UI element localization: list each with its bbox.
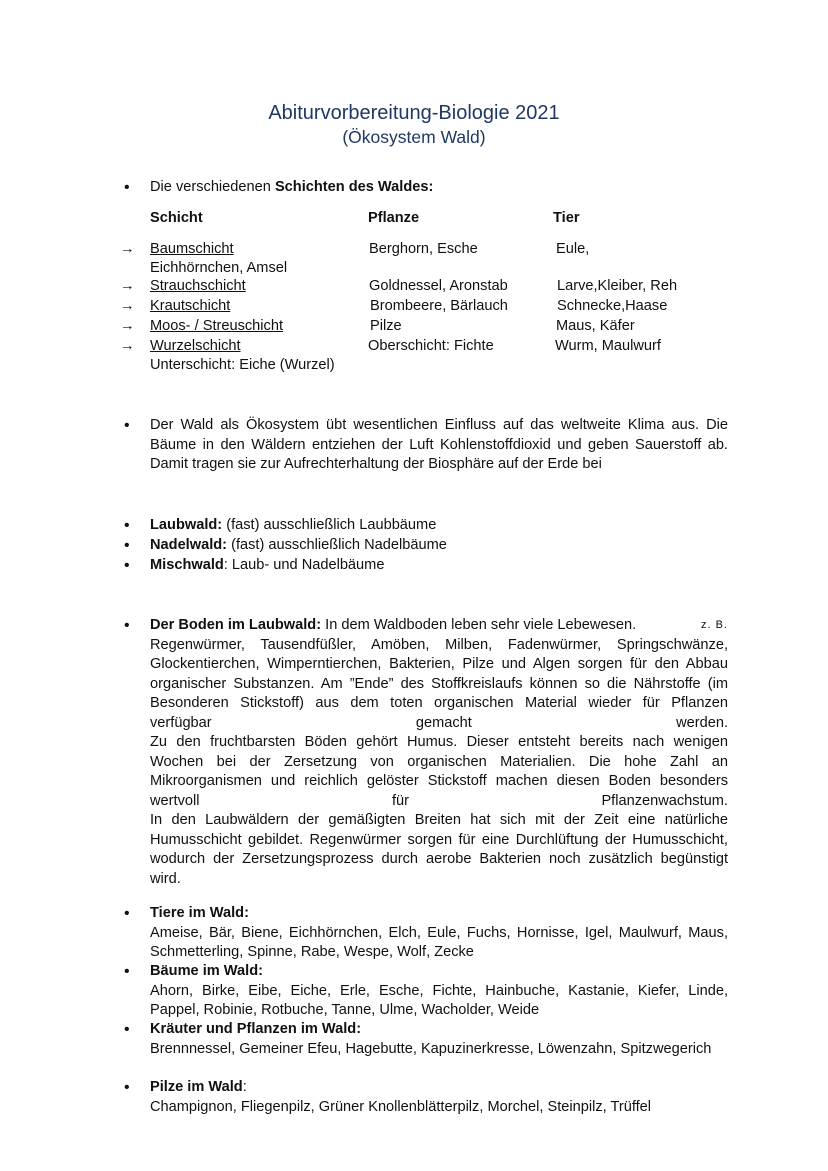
layer-plant: Brombeere, Bärlauch bbox=[370, 298, 508, 314]
forest-type-term: Laubwald: bbox=[150, 517, 223, 533]
bullet-icon bbox=[124, 616, 134, 637]
word: werden. bbox=[676, 714, 728, 731]
soil-paragraph-1-end bbox=[150, 714, 728, 734]
bullet-icon bbox=[124, 1020, 134, 1041]
word: gemacht bbox=[415, 714, 472, 731]
bullet-icon bbox=[124, 536, 134, 557]
arrow-icon: → bbox=[120, 241, 135, 257]
title-line-2: (Ökosystem Wald) bbox=[342, 127, 486, 147]
layer-continuation: Unterschicht: Eiche (Wurzel) bbox=[150, 357, 335, 373]
soil-intro: In dem Waldboden leben sehr viele Lebewesen. bbox=[321, 617, 637, 633]
list-item bbox=[150, 516, 728, 536]
forest-type-text: (fast) ausschließlich Nadelbäume bbox=[227, 537, 447, 553]
animals-list bbox=[150, 904, 728, 963]
arrow-icon: → bbox=[120, 278, 135, 294]
forest-type-term: Mischwald bbox=[150, 557, 224, 573]
layer-name: Krautschicht bbox=[150, 298, 231, 314]
bullet-icon bbox=[124, 962, 134, 983]
trees-list bbox=[150, 962, 728, 1021]
layer-animal: Larve,Kleiber, Reh bbox=[557, 278, 678, 294]
layer-plant: Goldnessel, Aronstab bbox=[369, 278, 508, 294]
soil-heading: Der Boden im Laubwald: bbox=[150, 617, 322, 633]
fungi-list bbox=[150, 1078, 728, 1117]
layer-name: Baumschicht bbox=[150, 241, 234, 257]
layer-continuation: Eichhörnchen, Amsel bbox=[150, 260, 288, 276]
layer-animal: Maus, Käfer bbox=[556, 318, 635, 334]
forest-type-term: Nadelwald: bbox=[150, 537, 228, 553]
layer-plant: Pilze bbox=[370, 318, 402, 334]
soil-paragraph-2: Zu den fruchtbarsten Böden gehört Humus. Dieser entsteht bereits nach wenigen Wochen bei der Zersetzung von organischen Materialien. Die hohe Zahl an Mikroorganismen und reichlich gelöster Stickstoff machen diesen Boden besonders bbox=[150, 734, 728, 789]
forest-type-text: : Laub- und Nadelbäume bbox=[223, 557, 385, 573]
arrow-icon: → bbox=[120, 318, 135, 334]
layer-animal: Schnecke,Haase bbox=[557, 298, 668, 314]
word: für bbox=[391, 792, 409, 809]
layers-intro-text: Die verschiedenen bbox=[150, 179, 275, 195]
bullet-icon bbox=[124, 516, 134, 537]
bullet-icon bbox=[124, 1078, 134, 1099]
fungi-colon: : bbox=[242, 1079, 247, 1095]
soil-paragraph-2-end bbox=[150, 792, 728, 812]
layers-intro-bold: Schichten des Waldes: bbox=[274, 179, 434, 195]
forest-type-text: (fast) ausschließlich Laubbäume bbox=[222, 517, 437, 533]
layer-plant: Oberschicht: Fichte bbox=[368, 338, 494, 354]
soil-heading-line bbox=[150, 616, 728, 636]
bullet-icon bbox=[124, 416, 134, 437]
bullet-icon bbox=[124, 178, 134, 199]
header-animal: Tier bbox=[553, 210, 580, 226]
animals-heading: Tiere im Wald: bbox=[150, 905, 249, 921]
soil-section bbox=[150, 616, 728, 889]
climate-paragraph: Der Wald als Ökosystem übt wesentlichen Einfluss auf das weltweite Klima aus. Die Bäume in den Wäldern entziehen der Luft Kohlenstoffdioxid und geben Sauerstoff ab. Damit tragen sie zur Aufrechterhaltung der Biosphäre auf der Erde bei bbox=[150, 417, 728, 472]
list-item bbox=[150, 556, 728, 576]
herbs-list bbox=[150, 1020, 728, 1059]
arrow-icon: → bbox=[120, 338, 135, 354]
soil-paragraph-3: In den Laubwäldern der gemäßigten Breiten hat sich mit der Zeit eine natürliche Humusschicht gebildet. Regenwürmer sorgen für eine Durchlüftung der Humusschicht, wodurch der Zersetzungsprozess durch aerobe Bakterien noch zusätzlich begünstigt wird. bbox=[150, 812, 728, 887]
word: Pflanzenwachstum. bbox=[601, 792, 728, 809]
header-layer: Schicht bbox=[150, 210, 203, 226]
arrow-icon: → bbox=[120, 298, 135, 314]
trees-heading: Bäume im Wald: bbox=[150, 963, 263, 979]
list-item bbox=[150, 536, 728, 556]
trees-text: Ahorn, Birke, Eibe, Eiche, Erle, Esche, Fichte, Hainbuche, Kastanie, Kiefer, Linde, Pappel, Robinie, Rotbuche, Tanne, Ulme, Wacholder, Weide bbox=[150, 982, 728, 1018]
layer-name: Moos- / Streuschicht bbox=[150, 318, 284, 334]
word: verfügbar bbox=[150, 714, 212, 731]
layer-name: Wurzelschicht bbox=[150, 338, 241, 354]
fungi-text: Champignon, Fliegenpilz, Grüner Knollenblätterpilz, Morchel, Steinpilz, Trüffel bbox=[150, 1098, 652, 1115]
soil-zb: z. B. bbox=[700, 619, 728, 631]
word: wertvoll bbox=[150, 792, 200, 809]
layers-intro bbox=[150, 178, 728, 198]
layer-name: Strauchschicht bbox=[150, 278, 246, 294]
bullet-icon bbox=[124, 556, 134, 577]
layer-plant: Berghorn, Esche bbox=[369, 241, 478, 257]
document-title bbox=[0, 100, 828, 148]
title-line-1: Abiturvorbereitung-Biologie 2021 bbox=[268, 102, 560, 124]
herbs-heading: Kräuter und Pflanzen im Wald: bbox=[150, 1021, 362, 1037]
header-plant: Pflanze bbox=[368, 210, 420, 226]
layer-animal: Eule, bbox=[556, 241, 590, 257]
fungi-heading: Pilze im Wald bbox=[150, 1079, 243, 1095]
animals-text: Ameise, Bär, Biene, Eichhörnchen, Elch, Eule, Fuchs, Hornisse, Igel, Maulwurf, Maus, Schmetterling, Spinne, Rabe, Wespe, Wolf, Zecke bbox=[150, 924, 728, 960]
layer-animal: Wurm, Maulwurf bbox=[555, 338, 661, 354]
bullet-icon bbox=[124, 904, 134, 925]
herbs-text: Brennnessel, Gemeiner Efeu, Hagebutte, Kapuzinerkresse, Löwenzahn, Spitzwegerich bbox=[150, 1040, 712, 1057]
soil-paragraph-1: Regenwürmer, Tausendfüßler, Amöben, Milben, Fadenwürmer, Springschwänze, Glockentierchen, Wimperntierchen, Bakterien, Pilze und Algen sorgen für den Abbau organischer Substanzen. Am ”Ende” des Stoffkreislaufs können so die Nährstoffe (im Besonderen Stickstoff) aus dem toten organischen Material wieder für Pflanzen bbox=[150, 636, 728, 711]
